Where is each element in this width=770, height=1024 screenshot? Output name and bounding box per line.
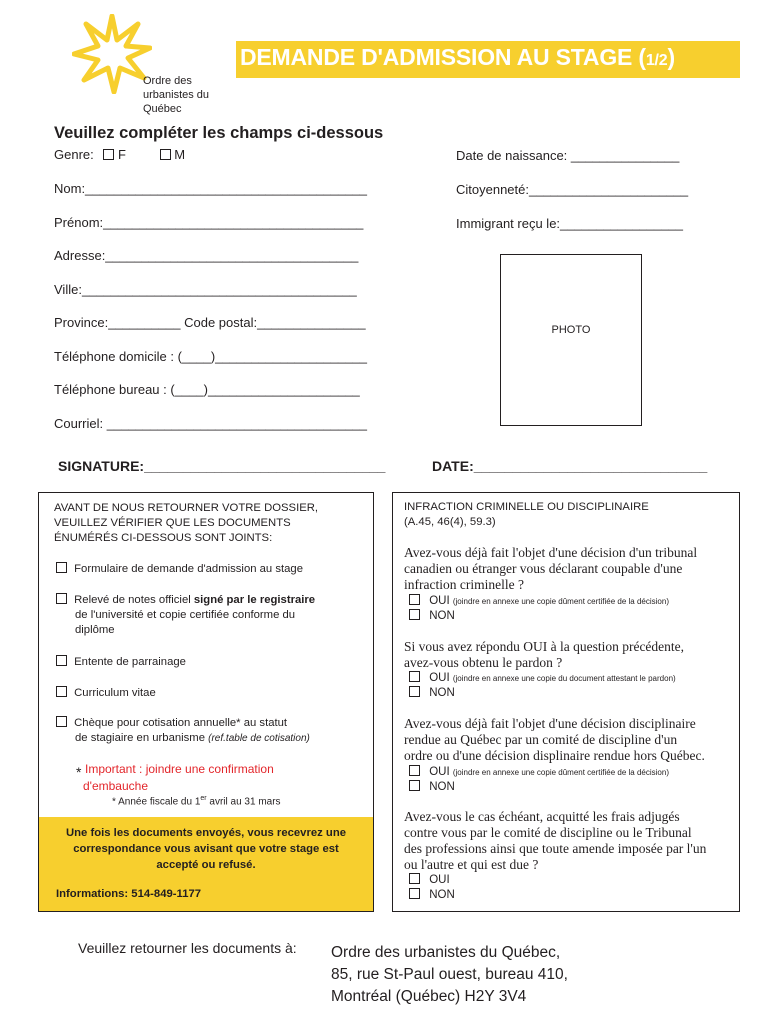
question-3: Avez-vous déjà fait l'objet d'une décision disciplinaire rendue au Québec par un comité de discipline d'un ordre ou d'une décision displinaire rendue hors Québec. xyxy=(404,716,705,763)
return-address: Ordre des urbanistes du Québec, 85, rue St-Paul ouest, bureau 410, Montréal (Québec) H2Y 3V4 xyxy=(331,944,568,1005)
checkbox[interactable] xyxy=(409,888,420,899)
question-4: Avez-vous le cas échéant, acquitté les frais adjugés contre vous par le comité de discipline ou le Tribunal des professions ainsi que toute amende imposée par l'un ou l'autre et qui est due ? xyxy=(404,809,707,872)
org-name: Ordre des urbanistes du Québec xyxy=(143,75,210,115)
courriel-field[interactable]: Courriel: ____________________________________ xyxy=(54,416,368,431)
q4-non-option: NON xyxy=(409,888,455,901)
checkbox[interactable] xyxy=(56,593,67,604)
genre-f-checkbox[interactable] xyxy=(103,149,114,160)
tel-office-field[interactable]: Téléphone bureau : (____)_____________________ xyxy=(54,382,360,397)
q3-oui-option: OUI (joindre en annexe une copie dûment certifiée de la décision) xyxy=(409,765,669,778)
photo-frame xyxy=(500,254,642,426)
checkbox[interactable] xyxy=(409,686,420,697)
checkbox[interactable] xyxy=(409,609,420,620)
prenom-field[interactable]: Prénom:____________________________________ xyxy=(54,215,364,230)
adresse-field[interactable]: Adresse:___________________________________ xyxy=(54,248,359,263)
infraction-heading: INFRACTION CRIMINELLE OU DISCIPLINAIRE (A.45, 46(4), 59.3) xyxy=(404,501,649,528)
ville-field[interactable]: Ville:______________________________________ xyxy=(54,282,357,297)
tel-home-field[interactable]: Téléphone domicile : (____)_____________________ xyxy=(54,349,367,364)
q2-oui-option: OUI (joindre en annexe une copie du document attestant le pardon) xyxy=(409,671,676,684)
page-title: DEMANDE D'ADMISSION AU STAGE (1/2) xyxy=(240,44,675,70)
q1-oui-option: OUI (joindre en annexe une copie dûment certifiée de la décision) xyxy=(409,594,669,607)
q2-non-option: NON xyxy=(409,686,455,699)
checklist-item: Curriculum vitae xyxy=(56,686,156,701)
q4-oui-option: OUI xyxy=(409,873,450,886)
checklist-item: Relevé de notes officiel signé par le registraire de l'université et copie certifiée conforme du diplôme xyxy=(56,593,315,638)
genre-f-label: F xyxy=(118,147,126,162)
notice-text: Une fois les documents envoyés, vous recevrez une correspondance vous avisant que votre stage est accepté ou refusé. xyxy=(65,827,347,871)
date-field[interactable]: DATE:______________________________ xyxy=(432,458,708,474)
checkbox[interactable] xyxy=(56,562,67,573)
question-2: Si vous avez répondu OUI à la question précédente, avez-vous obtenu le pardon ? xyxy=(404,639,685,670)
checkbox[interactable] xyxy=(409,594,420,605)
star-logo-icon xyxy=(72,14,152,94)
immigrant-field[interactable]: Immigrant reçu le:_________________ xyxy=(456,216,683,231)
checkbox[interactable] xyxy=(409,873,420,884)
q1-non-option: NON xyxy=(409,609,455,622)
genre-field: Genre: F M xyxy=(54,147,186,162)
birth-date-field[interactable]: Date de naissance: _______________ xyxy=(456,148,680,163)
asterisk-icon: * xyxy=(76,764,82,780)
checkbox[interactable] xyxy=(409,780,420,791)
genre-m-checkbox[interactable] xyxy=(160,149,171,160)
form-instructions: Veuillez compléter les champs ci-dessous xyxy=(54,124,384,142)
checklist-item: Entente de parrainage xyxy=(56,655,186,670)
checkbox[interactable] xyxy=(56,716,67,727)
genre-m-label: M xyxy=(174,147,186,162)
checklist-intro: AVANT DE NOUS RETOURNER VOTRE DOSSIER, VEUILLEZ VÉRIFIER QUE LES DOCUMENTS ÉNUMÉRÉS CI-DESSOUS SONT JOINTS: xyxy=(54,502,319,544)
photo-label: PHOTO xyxy=(551,324,591,336)
info-phone: Informations: 514-849-1177 xyxy=(56,888,202,900)
checkbox[interactable] xyxy=(56,655,67,666)
question-1: Avez-vous déjà fait l'objet d'une décision d'un tribunal canadien ou étranger vous déclarant coupable d'une infraction criminelle ? xyxy=(404,545,698,592)
return-label: Veuillez retourner les documents à: xyxy=(78,940,297,956)
checkbox[interactable] xyxy=(409,671,420,682)
nom-field[interactable]: Nom:_______________________________________ xyxy=(54,181,368,196)
checkbox[interactable] xyxy=(56,686,67,697)
fiscal-year-note: * Année fiscale du 1er avril au 31 mars xyxy=(112,795,281,808)
signature-field[interactable]: SIGNATURE:_______________________________ xyxy=(58,458,386,474)
important-note: * Important : joindre une confirmation d'embauche xyxy=(76,762,274,793)
citizenship-field[interactable]: Citoyenneté:______________________ xyxy=(456,182,689,197)
checklist-item: Chèque pour cotisation annuelle* au statut de stagiaire en urbanisme (ref.table de cotisation) xyxy=(56,716,310,746)
province-postal-field[interactable]: Province:__________ Code postal:_______________ xyxy=(54,315,366,330)
checkbox[interactable] xyxy=(409,765,420,776)
checklist-item: Formulaire de demande d'admission au stage xyxy=(56,562,303,577)
q3-non-option: NON xyxy=(409,780,455,793)
